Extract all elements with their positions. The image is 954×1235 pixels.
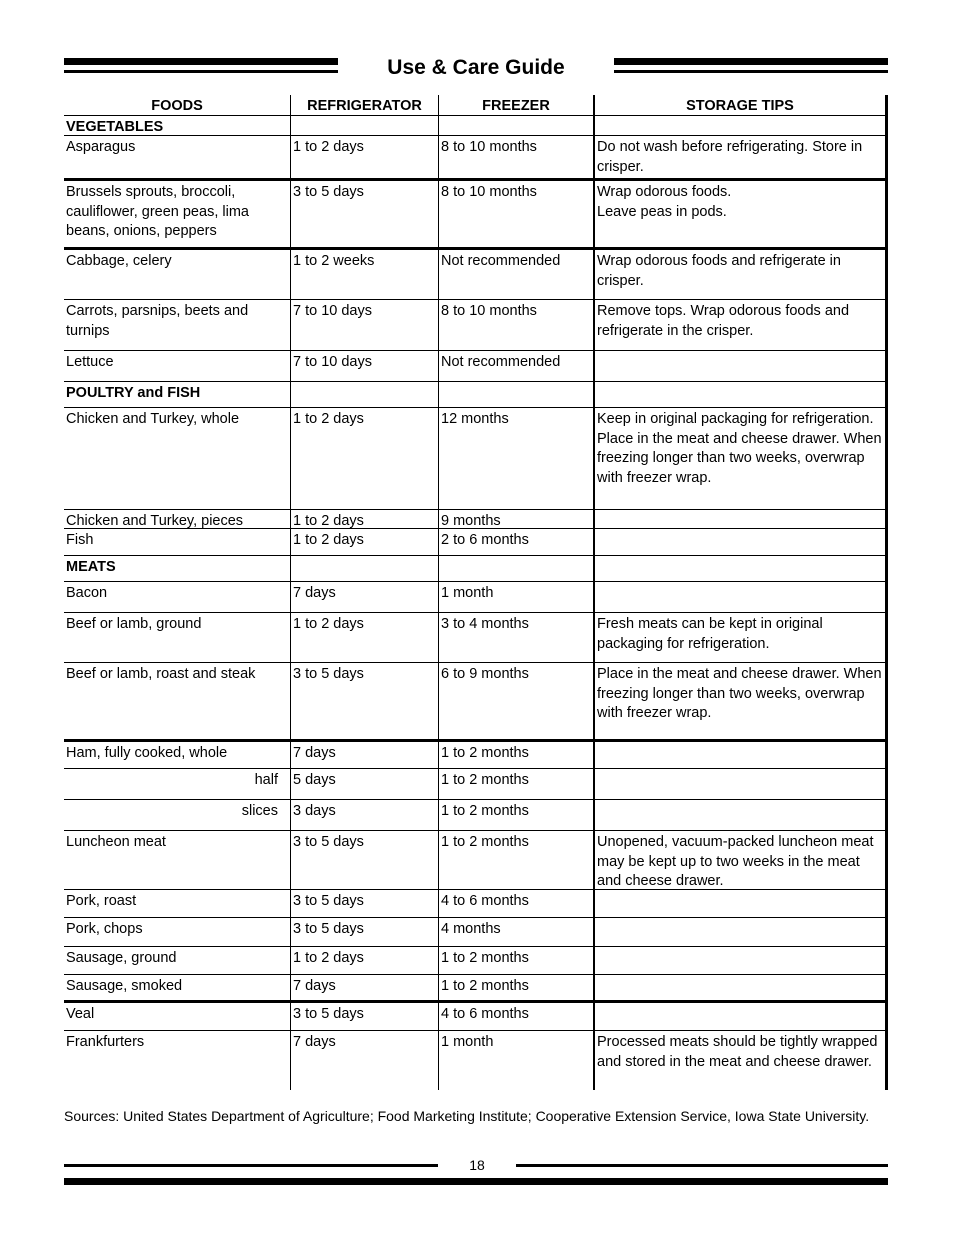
footer-rule-right — [516, 1164, 888, 1167]
page-title: Use & Care Guide — [387, 56, 565, 79]
food-name: Asparagus — [66, 139, 136, 155]
food-name: Beef or lamb, roast and steak — [66, 666, 256, 682]
storage-tip — [593, 890, 888, 917]
freezer-time: 6 to 9 months — [438, 663, 593, 739]
food-name: Bacon — [66, 585, 108, 601]
freezer-time: 8 to 10 months — [438, 181, 593, 247]
table-body — [64, 116, 888, 1090]
food-name: slices — [241, 803, 278, 819]
table-row — [64, 831, 888, 890]
table-row — [64, 1003, 888, 1031]
freezer-time: 1 to 2 months — [438, 975, 593, 1000]
freezer-time — [438, 556, 593, 581]
storage-tip: Fresh meats can be kept in original packaging for refrigeration. — [593, 613, 888, 662]
food-storage-table — [64, 95, 888, 1090]
refrigerator-time: 7 to 10 days — [290, 300, 438, 350]
food-name: Ham, fully cooked, whole — [66, 745, 228, 761]
section-row — [64, 556, 888, 582]
refrigerator-time: 3 to 5 days — [290, 918, 438, 946]
table-row — [64, 890, 888, 918]
freezer-time: 1 to 2 months — [438, 831, 593, 889]
refrigerator-time: 1 to 2 days — [290, 510, 438, 528]
storage-tip — [593, 975, 888, 1000]
table-row — [64, 742, 888, 769]
food-name: Carrots, parsnips, beets and turnips — [66, 303, 249, 339]
freezer-time: 1 month — [438, 1031, 593, 1090]
food-name: Pork, chops — [66, 921, 143, 937]
storage-tip: Processed meats should be tightly wrapped and stored in the meat and cheese drawer. — [593, 1031, 888, 1090]
section-heading: POULTRY and FISH — [66, 385, 201, 401]
freezer-time: 1 to 2 months — [438, 800, 593, 830]
storage-tip — [593, 116, 888, 135]
table-row — [64, 769, 888, 800]
storage-tip — [593, 800, 888, 830]
food-name: Sausage, ground — [66, 950, 177, 966]
freezer-time: 4 to 6 months — [438, 890, 593, 917]
food-name: Sausage, smoked — [66, 978, 183, 994]
page-number: 18 — [469, 1157, 485, 1173]
food-name: Chicken and Turkey, pieces — [66, 513, 244, 529]
column-header-foods: FOODS — [151, 98, 203, 114]
storage-tip: Unopened, vacuum-packed luncheon meat may be kept up to two weeks in the meat and cheese drawer. — [593, 831, 888, 889]
table-row — [64, 582, 888, 613]
refrigerator-time: 3 days — [290, 800, 438, 830]
freezer-time: 12 months — [438, 408, 593, 509]
freezer-time: 4 to 6 months — [438, 1003, 593, 1030]
food-name: Lettuce — [66, 354, 114, 370]
freezer-time: 4 months — [438, 918, 593, 946]
food-name: Frankfurters — [66, 1034, 145, 1050]
sources-note: Sources: United States Department of Agriculture; Food Marketing Institute; Cooperative Extension Service, Iowa State University. — [64, 1108, 870, 1124]
storage-tip: Remove tops. Wrap odorous foods and refrigerate in the crisper. — [593, 300, 888, 350]
column-header-freezer: FREEZER — [438, 95, 593, 115]
table-row — [64, 181, 888, 250]
header-rule-right-thick — [614, 58, 888, 65]
refrigerator-time — [290, 116, 438, 135]
freezer-time: 8 to 10 months — [438, 136, 593, 178]
food-name: Veal — [66, 1006, 95, 1022]
refrigerator-time: 1 to 2 weeks — [290, 250, 438, 299]
food-name: Chicken and Turkey, whole — [66, 411, 240, 427]
freezer-time: 1 to 2 months — [438, 742, 593, 768]
freezer-time: 1 to 2 months — [438, 947, 593, 974]
table-row — [64, 800, 888, 831]
refrigerator-time: 1 to 2 days — [290, 613, 438, 662]
table-row — [64, 1031, 888, 1090]
header-rule-left-thick — [64, 58, 338, 65]
freezer-time: 2 to 6 months — [438, 529, 593, 555]
food-name: Beef or lamb, ground — [66, 616, 202, 632]
refrigerator-time: 1 to 2 days — [290, 947, 438, 974]
refrigerator-time: 5 days — [290, 769, 438, 799]
storage-tip — [593, 556, 888, 581]
food-name: Brussels sprouts, broccoli, cauliflower, green peas, lima beans, onions, peppers — [66, 184, 249, 239]
freezer-time — [438, 382, 593, 407]
footer-rule-bottom — [64, 1178, 888, 1185]
table-row — [64, 918, 888, 947]
food-name: Pork, roast — [66, 893, 137, 909]
refrigerator-time: 7 to 10 days — [290, 351, 438, 381]
refrigerator-time: 7 days — [290, 742, 438, 768]
food-name: half — [254, 772, 278, 788]
refrigerator-time — [290, 382, 438, 407]
table-row — [64, 947, 888, 975]
freezer-time: 1 to 2 months — [438, 769, 593, 799]
table-row — [64, 136, 888, 181]
storage-tip — [593, 382, 888, 407]
storage-tip — [593, 510, 888, 528]
refrigerator-time: 3 to 5 days — [290, 831, 438, 889]
storage-tip — [593, 742, 888, 768]
freezer-time: Not recommended — [438, 250, 593, 299]
storage-tip: Place in the meat and cheese drawer. When freezing longer than two weeks, overwrap with freezer wrap. — [593, 663, 888, 739]
storage-tip — [593, 351, 888, 381]
table-row — [64, 250, 888, 300]
freezer-time: 3 to 4 months — [438, 613, 593, 662]
refrigerator-time: 1 to 2 days — [290, 408, 438, 509]
section-row — [64, 382, 888, 408]
refrigerator-time: 1 to 2 days — [290, 136, 438, 178]
column-header-refrigerator: REFRIGERATOR — [290, 95, 438, 115]
table-row — [64, 529, 888, 556]
table-row — [64, 300, 888, 351]
food-name: Fish — [66, 532, 94, 548]
table-row — [64, 351, 888, 382]
refrigerator-time: 3 to 5 days — [290, 890, 438, 917]
table-row — [64, 663, 888, 742]
refrigerator-time: 3 to 5 days — [290, 1003, 438, 1030]
section-heading: MEATS — [66, 559, 116, 575]
storage-tip: Wrap odorous foods and refrigerate in crisper. — [593, 250, 888, 299]
table-row — [64, 408, 888, 510]
refrigerator-time: 3 to 5 days — [290, 663, 438, 739]
refrigerator-time — [290, 556, 438, 581]
refrigerator-time: 7 days — [290, 975, 438, 1000]
storage-tip — [593, 529, 888, 555]
section-heading: VEGETABLES — [66, 119, 164, 135]
header-rule-right-thin — [614, 70, 888, 73]
table-row — [64, 975, 888, 1003]
storage-tip — [593, 769, 888, 799]
table-row — [64, 510, 888, 529]
freezer-time: Not recommended — [438, 351, 593, 381]
table-header-row — [64, 95, 888, 116]
header-rule-left-thin — [64, 70, 338, 73]
section-row — [64, 116, 888, 136]
refrigerator-time: 1 to 2 days — [290, 529, 438, 555]
storage-tip: Keep in original packaging for refrigeration. Place in the meat and cheese drawer. When freezing longer than two weeks, overwrap with freezer wrap. — [593, 408, 888, 509]
freezer-time: 1 month — [438, 582, 593, 612]
food-name: Cabbage, celery — [66, 253, 172, 269]
storage-tip: Do not wash before refrigerating. Store in crisper. — [593, 136, 888, 178]
storage-tip: Wrap odorous foods. Leave peas in pods. — [593, 181, 888, 247]
column-header-storage-tips: STORAGE TIPS — [593, 95, 888, 115]
storage-tip — [593, 947, 888, 974]
refrigerator-time: 7 days — [290, 1031, 438, 1090]
table-row — [64, 613, 888, 663]
refrigerator-time: 3 to 5 days — [290, 181, 438, 247]
freezer-time: 9 months — [438, 510, 593, 528]
freezer-time — [438, 116, 593, 135]
food-name: Luncheon meat — [66, 834, 166, 850]
footer-rule-left — [64, 1164, 438, 1167]
storage-tip — [593, 1003, 888, 1030]
refrigerator-time: 7 days — [290, 582, 438, 612]
storage-tip — [593, 918, 888, 946]
freezer-time: 8 to 10 months — [438, 300, 593, 350]
storage-tip — [593, 582, 888, 612]
